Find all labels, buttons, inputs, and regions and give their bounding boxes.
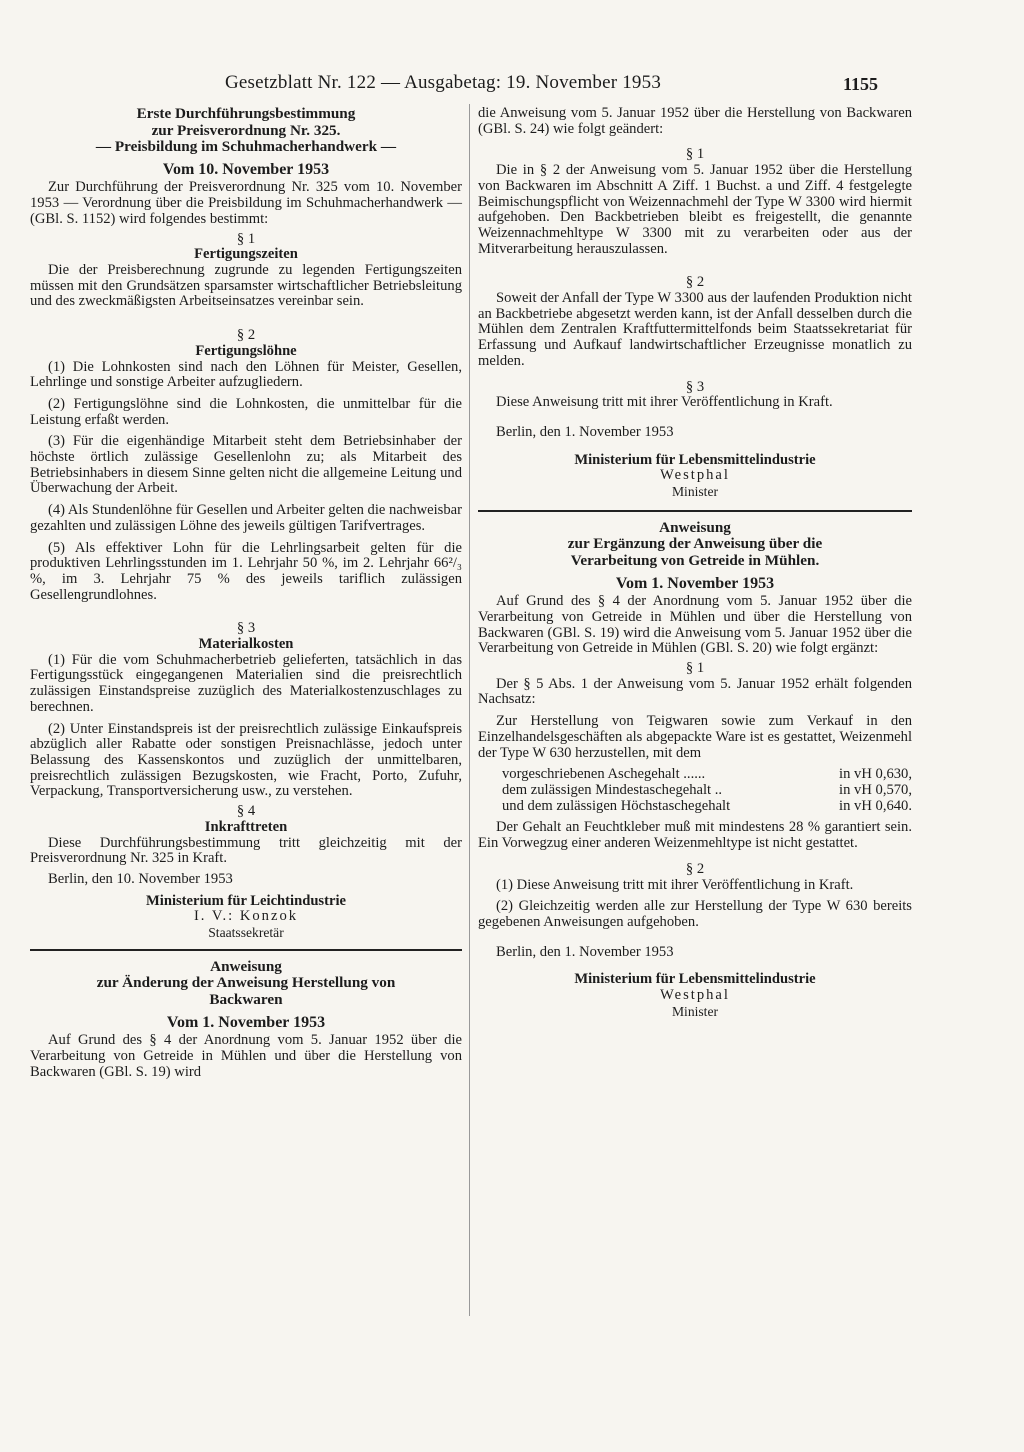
paragraph: die Anweisung vom 5. Januar 1952 über die Herstellung von Backwaren (GBl. S. 24) wie folgt geändert: (478, 105, 912, 137)
article-subtitle: Verarbeitung von Getreide in Mühlen. (570, 551, 820, 569)
paragraph: (4) Als Stundenlöhne für Gesellen und Arbeiter gelten die nachweisbar gezahlten und zulässigen Löhne des jeweils gültigen Tarifvertrages. (30, 502, 462, 534)
row-label: dem zulässigen Mindestaschegehalt .. (502, 781, 723, 798)
section-number: § 3 (685, 378, 705, 395)
paragraph: (2) Unter Einstandspreis ist der preisrechtlich zulässige Einkaufspreis abzüglich aller Rabatte oder sonstigen Preisnachlässe, jedoch unter Belassung des Kassenskontos und zuzüglich der unmittelbaren, preisrechtlich zulässigen Bezugskosten, wie Fracht, Porto, Zufuhr, Verpackung, Transportversicherung usw., zu verstehen. (30, 720, 462, 800)
signer-name: Westphal (660, 987, 730, 1004)
section-number: § 1 (685, 660, 705, 677)
article-title: Erste Durchführungsbestimmung (136, 105, 356, 122)
row-value: in vH 0,570, (839, 781, 912, 798)
article-date: Vom 10. November 1953 (162, 160, 330, 178)
article-date: Vom 1. November 1953 (615, 574, 775, 592)
left-column (30, 106, 462, 1080)
paragraph: Die in § 2 der Anweisung vom 5. Januar 1952 über die Herstellung von Backwaren im Abschnitt A Ziff. 1 Buchst. a und Ziff. 4 festgelegte Beimischungspflicht von Weizennachmehl der Type W 3300 wird hiermit aufgehoben. Den Backbetrieben bleibt es freigestellt, die genannte Weizennachmehltype W 3300 mit zu verarbeiten oder aus der Mitverarbeitung herauszulassen. (478, 162, 912, 257)
section-number: § 4 (236, 803, 256, 820)
page-number: 1155 (843, 74, 879, 94)
section-rule (478, 510, 912, 512)
intro-paragraph: Zur Durchführung der Preisverordnung Nr. 325 vom 10. November 1953 — Verordnung über die Preisbildung im Schuhmacherhandwerk — (GBl. S. 1152) wird folgendes bestimmt: (30, 179, 462, 227)
article-subtitle: zur Ergänzung der Anweisung über die (567, 535, 823, 553)
section-title: Materialkosten (198, 636, 294, 653)
article-title: Anweisung (659, 518, 731, 536)
article-title: Anweisung (210, 957, 282, 975)
paragraph: (2) Fertigungslöhne sind die Lohnkosten, die unmittelbar für die Leistung erfaßt werden. (30, 395, 462, 428)
row-value: in vH 0,630, (839, 766, 912, 783)
section-number: § 1 (685, 146, 705, 163)
quoted-paragraph: Zur Herstellung von Teigwaren sowie zum Verkauf in den Einzelhandelsgeschäften als abgepackte Ware ist es gestattet, Weizenmehl der Type W 630 herzustellen, mit dem (478, 713, 912, 761)
intro-paragraph: Auf Grund des § 4 der Anordnung vom 5. Januar 1952 über die Verarbeitung von Getreide in Mühlen und über die Herstellung von Backwaren (GBl. S. 19) wird (30, 1032, 462, 1080)
ministry-name: Ministerium für Leichtindustrie (146, 892, 346, 909)
paragraph: Soweit der Anfall der Type W 3300 aus der laufenden Produktion nicht an Backbetriebe abgesetzt werden kann, ist der Anfall desselben durch die Mühlen dem Zentralen Kraftfuttermittelfonds beim Staatssekretariat für Erfassung und Aufkauf landwirtschaftlicher Erzeugnisse monatlich zu melden. (478, 290, 912, 369)
row-label: vorgeschriebenen Aschegehalt ...... (502, 766, 706, 783)
place-date: Berlin, den 1. November 1953 (496, 943, 674, 960)
table-row (478, 767, 912, 783)
section-title: Inkrafttreten (204, 818, 288, 835)
paragraph: Diese Anweisung tritt mit ihrer Veröffentlichung in Kraft. (496, 394, 833, 411)
intro-paragraph: Auf Grund des § 4 der Anordnung vom 5. Januar 1952 über die Verarbeitung von Getreide in Mühlen und über die Herstellung von Backwaren (GBl. S. 19) wird die Anweisung vom 5. Januar 1952 über die Verarbeitung von Getreide in Mühlen (GBl. S. 20) wie folgt ergänzt: (478, 593, 912, 657)
paragraph: Die der Preisberechnung zugrunde zu legenden Fertigungszeiten müssen mit den Grundsätzen sparsamster wirtschaftlicher Betriebsleitung und des zweckmäßigsten Arbeitseinsatzes vereinbar sein. (30, 262, 462, 310)
section-number: § 2 (236, 327, 256, 344)
table-row (478, 783, 912, 799)
article-subtitle: zur Änderung der Anweisung Herstellung von (96, 974, 396, 992)
ash-content-table (478, 767, 912, 814)
paragraph: (1) Für die vom Schuhmacherbetrieb gelieferten, tatsächlich in das Fertigungsstück eingegangenen Materialien sind die preisrechtlich zulässigen Einstandspreise zuzüglich des Materialkostenzuschlages zu berechnen. (30, 651, 462, 715)
paragraph: (2) Gleichzeitig werden alle zur Herstellung der Type W 630 bereits gegebenen Anweisungen aufgehoben. (478, 898, 912, 930)
row-value: in vH 0,640. (839, 797, 912, 814)
article-subtitle: zur Preisverordnung Nr. 325. (151, 121, 341, 139)
signer-role: Minister (671, 1003, 719, 1019)
section-number: § 2 (685, 860, 705, 877)
paragraph: (1) Diese Anweisung tritt mit ihrer Veröffentlichung in Kraft. (496, 876, 854, 893)
section-number: § 3 (236, 620, 256, 637)
table-row (478, 799, 912, 815)
place-date: Berlin, den 1. November 1953 (496, 423, 674, 440)
paragraph: (3) Für die eigenhändige Mitarbeit steht dem Betriebsinhaber der höchste örtlich zulässige Gesellenlohn zu; als Mitarbeit des Betriebsinhabers in diesem Sinne gelten nicht die allgemeine Leitung und Überwachung der Arbeit. (30, 433, 462, 497)
paragraph: Der § 5 Abs. 1 der Anweisung vom 5. Januar 1952 erhält folgenden Nachsatz: (478, 675, 912, 708)
section-rule (30, 949, 462, 951)
article-subtitle: Backwaren (209, 990, 283, 1008)
column-divider (469, 104, 470, 1316)
section-number: § 1 (236, 230, 256, 247)
signer-name: Westphal (660, 467, 730, 484)
ministry-name: Ministerium für Lebensmittelindustrie (574, 971, 816, 988)
page-header (40, 72, 924, 98)
signer-name: I. V.: Konzok (193, 908, 299, 925)
place-date: Berlin, den 10. November 1953 (48, 870, 233, 887)
signer-role: Staatssekretär (208, 925, 284, 941)
section-title: Fertigungszeiten (194, 246, 298, 263)
ministry-name: Ministerium für Lebensmittelindustrie (574, 451, 816, 468)
right-column (478, 106, 912, 1019)
running-header: Gesetzblatt Nr. 122 — Ausgabetag: 19. November 1953 (225, 72, 662, 93)
paragraph: Diese Durchführungsbestimmung tritt gleichzeitig mit der Preisverordnung Nr. 325 in Kraft. (30, 834, 462, 867)
paragraph: (5) Als effektiver Lohn für die Lehrlingsarbeit gelten für die produktiven Lehrlingsstunden im 1. Lehrjahr 50 %, im 2. Lehrjahr 66²/₃ %, im 3. Lehrjahr 75 % des jeweils tariflich zulässigen Gesellengrundlohnes. (30, 539, 462, 603)
row-label: und dem zulässigen Höchstaschegehalt (502, 797, 731, 814)
article-subtitle: — Preisbildung im Schuhmacherhandwerk — (95, 138, 397, 156)
article-date: Vom 1. November 1953 (166, 1013, 326, 1031)
paragraph: Der Gehalt an Feuchtkleber muß mit mindestens 28 % garantiert sein. Ein Vorwegzug einer anderen Weizenmehltype ist nicht gestattet. (478, 819, 912, 852)
section-title: Fertigungslöhne (195, 342, 297, 359)
paragraph: (1) Die Lohnkosten sind nach den Löhnen für Meister, Gesellen, Lehrlinge und sonstige Arbeiter aufzugliedern. (30, 358, 462, 391)
section-number: § 2 (685, 274, 705, 291)
signer-role: Minister (671, 484, 719, 500)
